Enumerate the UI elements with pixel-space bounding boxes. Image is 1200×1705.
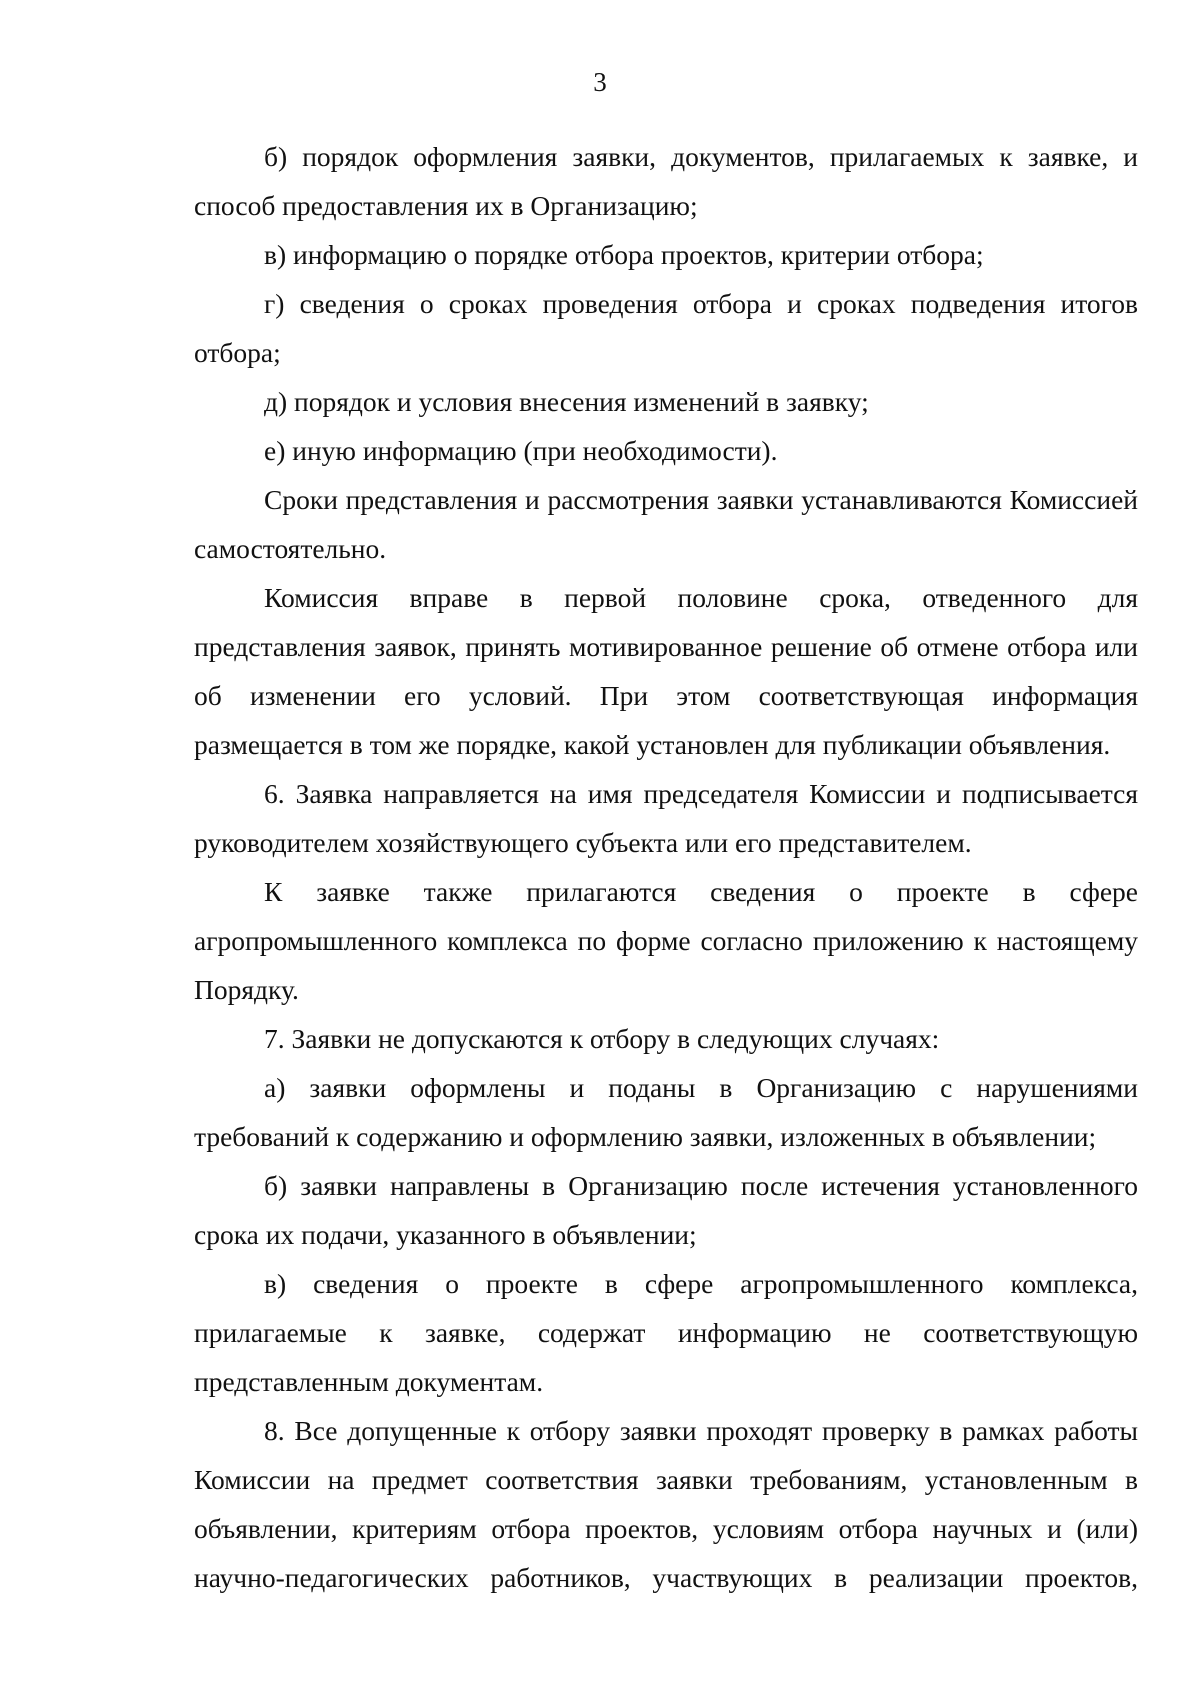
paragraph-commission-cancellation: Комиссия вправе в первой половине срока, отведенного для представления заявок, принять мотивированное решение об отмене отбора или об изменении его условий. При этом соответствующая информация размещается в том же порядке, какой установлен для публикации объявления. [194, 582, 1138, 760]
paragraph-v-inconsistent-information: в) сведения о проекте в сфере агропромышленного комплекса, прилагаемые к заявке, содержат информацию не соответствующую представленным документам. [194, 1268, 1138, 1397]
paragraph-a-format-violations: а) заявки оформлены и поданы в Организацию с нарушениями требований к содержанию и оформлению заявки, изложенных в объявлении; [194, 1072, 1138, 1152]
paragraph-review-terms: Сроки представления и рассмотрения заявки устанавливаются Комиссией самостоятельно. [194, 484, 1138, 564]
paragraph-d-amendments: д) порядок и условия внесения изменений в заявку; [264, 386, 869, 417]
paragraph-8-verification: 8. Все допущенные к отбору заявки проходят проверку в рамках работы Комиссии на предмет соответствия заявки требованиям, установленным в объявлении, критериям отбора проектов, условиям отбора научных и (или) научно-педагогических работников, участвующих в реализации проектов, [194, 1415, 1138, 1593]
paragraph-7-rejection-cases: 7. Заявки не допускаются к отбору в следующих случаях: [264, 1023, 940, 1054]
document-body [194, 132, 1138, 1602]
paragraph-6-application-address: 6. Заявка направляется на имя председателя Комиссии и подписывается руководителем хозяйствующего субъекта или его представителем. [194, 778, 1138, 858]
paragraph-e-other-info: е) иную информацию (при необходимости). [264, 435, 778, 466]
paragraph-b-application-format: б) порядок оформления заявки, документов, прилагаемых к заявке, и способ предоставления их в Организацию; [194, 141, 1138, 221]
page-number: 3 [593, 67, 607, 97]
paragraph-project-information: К заявке также прилагаются сведения о проекте в сфере агропромышленного комплекса по форме согласно приложению к настоящему Порядку. [194, 876, 1138, 1005]
paragraph-b-late-submission: б) заявки направлены в Организацию после истечения установленного срока их подачи, указанного в объявлении; [194, 1170, 1138, 1250]
paragraph-v-selection-info: в) информацию о порядке отбора проектов, критерии отбора; [264, 239, 984, 270]
paragraph-g-deadlines: г) сведения о сроках проведения отбора и сроках подведения итогов отбора; [194, 288, 1138, 368]
